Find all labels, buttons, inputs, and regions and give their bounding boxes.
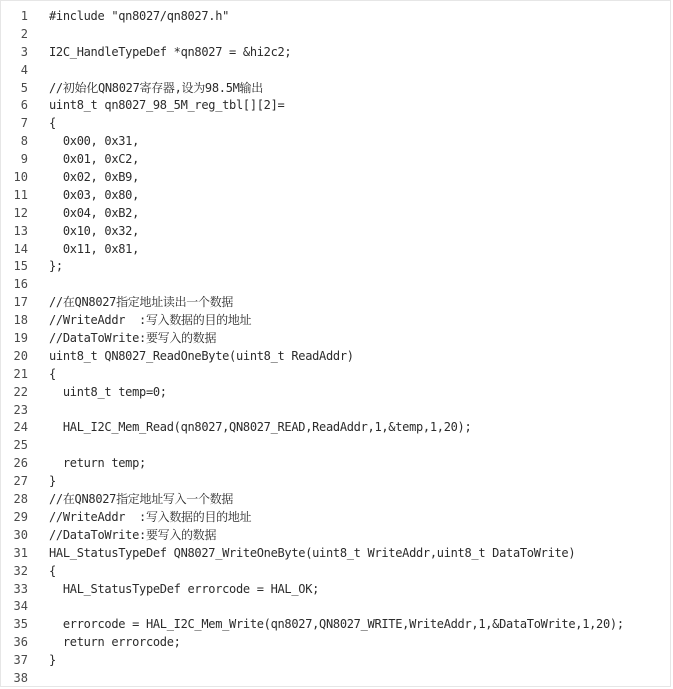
code-line[interactable] [1,276,670,294]
code-line[interactable] [1,527,670,545]
line-code: #include "qn8027/qn8027.h" [49,9,230,23]
line-number: 12 [13,205,28,220]
code-body[interactable] [1,8,670,688]
line-code: //DataToWrite:要写入的数据 [49,527,217,542]
line-code: 0x02, 0xB9, [49,170,140,185]
code-line[interactable] [1,509,670,527]
code-line[interactable] [1,563,670,581]
line-code: } [49,474,56,489]
line-number: 37 [13,653,28,668]
line-code: HAL_StatusTypeDef QN8027_WriteOneByte(uint8_t WriteAddr,uint8_t DataToWrite) [49,545,576,560]
line-code: I2C_HandleTypeDef *qn8027 = &hi2c2; [49,44,292,59]
code-line[interactable] [1,348,670,366]
line-code: //WriteAddr :写入数据的目的地址 [49,509,252,524]
line-number: 31 [13,545,28,560]
code-line[interactable] [1,80,670,98]
code-line[interactable] [1,473,670,491]
line-code: 0x00, 0x31, [49,134,140,149]
code-line[interactable] [1,581,670,599]
line-number: 35 [13,617,28,632]
line-number: 38 [13,670,28,685]
line-number: 22 [13,384,28,399]
line-number: 3 [20,44,28,59]
line-code: 0x11, 0x81, [49,241,140,256]
code-line[interactable] [1,330,670,348]
line-number: 6 [20,98,28,113]
code-line[interactable] [1,437,670,455]
line-number: 4 [20,62,28,77]
line-number: 32 [13,563,28,578]
code-line[interactable] [1,205,670,223]
line-number: 13 [13,223,28,238]
code-line[interactable] [1,223,670,241]
code-line[interactable] [1,545,670,563]
line-code: //DataToWrite:要写入的数据 [49,331,217,346]
line-number: 16 [13,277,28,292]
line-number: 28 [13,492,28,507]
line-number: 7 [20,116,28,131]
line-code: //在QN8027指定地址读出一个数据 [49,295,234,310]
line-code: HAL_I2C_Mem_Read(qn8027,QN8027_READ,ReadAddr,1,&temp,1,20); [49,420,472,435]
line-number: 11 [13,187,28,202]
line-number: 19 [13,331,28,346]
line-code: uint8_t qn8027_98_5M_reg_tbl[][2]= [49,98,285,113]
line-number: 1 [20,9,28,23]
code-line[interactable] [1,115,670,133]
code-line[interactable] [1,312,670,330]
line-code: return temp; [49,456,146,471]
line-code: 0x01, 0xC2, [49,152,140,167]
line-number: 36 [13,635,28,650]
line-number: 23 [13,402,28,417]
line-code: { [49,563,56,578]
line-code: HAL_StatusTypeDef errorcode = HAL_OK; [49,581,320,596]
line-number: 17 [13,295,28,310]
line-number: 20 [13,348,28,363]
line-code: errorcode = HAL_I2C_Mem_Write(qn8027,QN8027_WRITE,WriteAddr,1,&DataToWrite,1,20); [49,617,624,632]
line-code: { [49,366,56,381]
code-line[interactable] [1,616,670,634]
line-number: 9 [20,152,28,167]
code-line[interactable] [1,384,670,402]
code-line[interactable] [1,402,670,420]
line-code: 0x03, 0x80, [49,187,140,202]
code-line[interactable] [1,598,670,616]
line-number: 10 [13,170,28,185]
line-number: 34 [13,599,28,614]
line-number: 8 [20,134,28,149]
line-number: 26 [13,456,28,471]
code-line[interactable] [1,44,670,62]
line-number: 33 [13,581,28,596]
code-line[interactable] [1,241,670,259]
line-number: 21 [13,366,28,381]
line-code: //WriteAddr :写入数据的目的地址 [49,313,252,328]
code-line[interactable] [1,366,670,384]
code-line[interactable] [1,169,670,187]
line-number: 14 [13,241,28,256]
line-number: 15 [13,259,28,274]
line-code: uint8_t QN8027_ReadOneByte(uint8_t ReadAddr) [49,348,354,363]
code-line[interactable] [1,670,670,688]
line-number: 5 [20,80,28,95]
code-line[interactable] [1,151,670,169]
line-code: }; [49,259,63,274]
line-number: 27 [13,474,28,489]
line-code: { [49,116,56,131]
code-line[interactable] [1,419,670,437]
line-number: 24 [13,420,28,435]
code-line[interactable] [1,187,670,205]
code-line[interactable] [1,62,670,80]
line-code: uint8_t temp=0; [49,384,167,399]
code-line[interactable] [1,634,670,652]
code-line[interactable] [1,8,670,26]
code-line[interactable] [1,258,670,276]
line-number: 18 [13,313,28,328]
line-code: } [49,653,56,668]
code-line[interactable] [1,26,670,44]
line-number: 2 [20,26,28,41]
code-line[interactable] [1,97,670,115]
line-number: 25 [13,438,28,453]
line-code: 0x04, 0xB2, [49,205,140,220]
line-code: return errorcode; [49,635,181,650]
code-line[interactable] [1,491,670,509]
code-line[interactable] [1,455,670,473]
line-code: //在QN8027指定地址写入一个数据 [49,492,234,507]
line-code: //初始化QN8027寄存器,设为98.5M输出 [49,80,263,95]
line-number: 30 [13,527,28,542]
code-line[interactable] [1,294,670,312]
line-number: 29 [13,509,28,524]
code-line[interactable] [1,652,670,670]
code-line[interactable] [1,133,670,151]
line-code: 0x10, 0x32, [49,223,140,238]
